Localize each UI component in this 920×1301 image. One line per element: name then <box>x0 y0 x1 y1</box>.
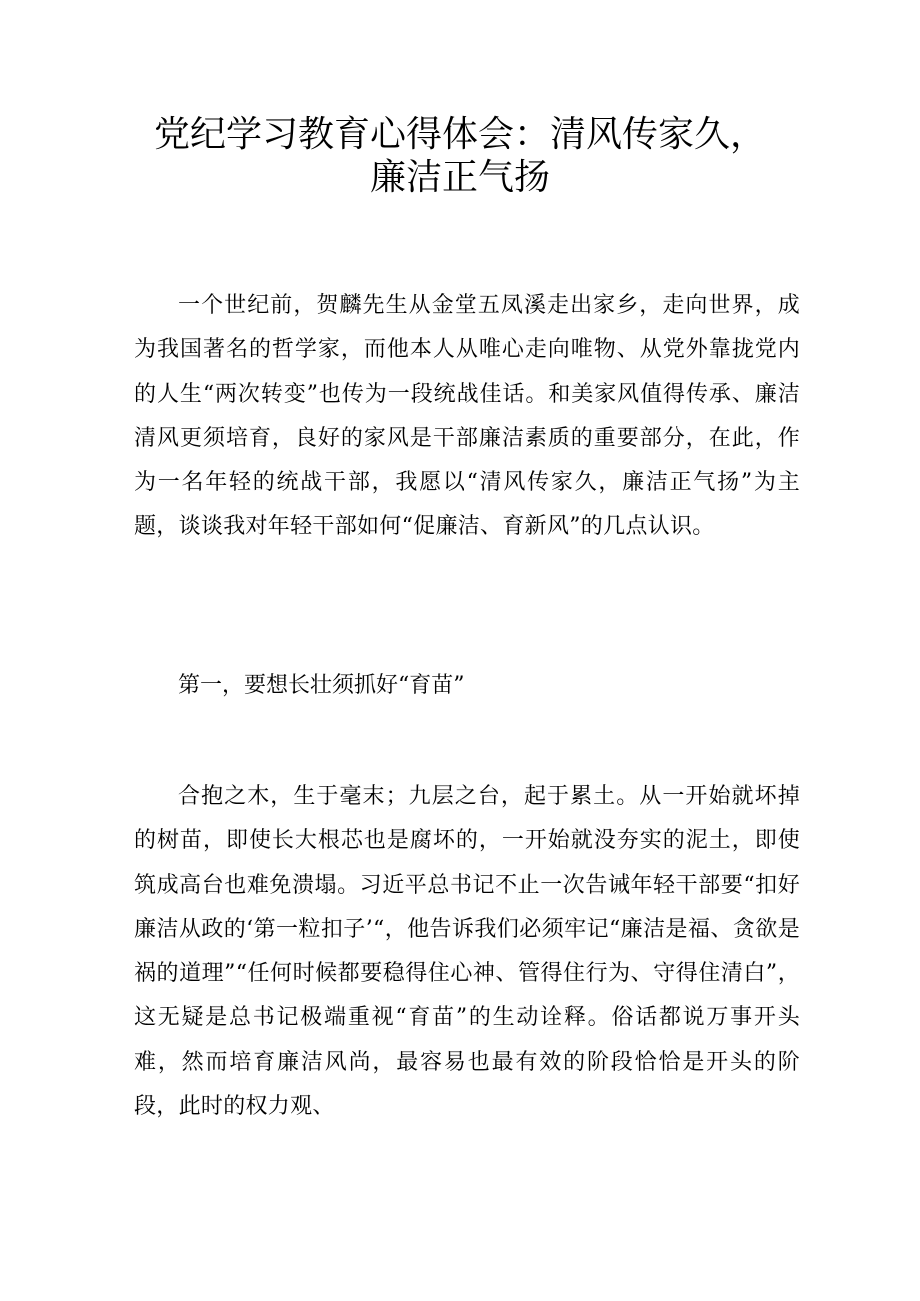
paragraph-section-1: 合抱之木，生于毫末；九层之台，起于累土。从一开始就坏掉的树苗，即使长大根芯也是腐坏的，一开始就没夯实的泥土，即使筑成高台也难免溃塌。习近平总书记不止一次告诫年轻干部要“扣好廉洁从政的‘第一粒扣子’“，他告诉我们必须牢记“廉洁是福、贪欲是祸的道理”“任何时候都要稳得住心神、管得住行为、守得住清白”，这无疑是总书记极端重视“育苗”的生动诠释。俗话都说万事开头难，然而培育廉洁风尚，最容易也最有效的阶段恰恰是开头的阶段，此时的权力观、 <box>134 784 800 1120</box>
paragraph-intro: 一个世纪前，贺麟先生从金堂五凤溪走出家乡，走向世界，成为我国著名的哲学家，而他本人从唯心走向唯物、从党外靠拢党内的人生“两次转变”也传为一段统战佳话。和美家风值得传承、廉洁清风更须培育，良好的家风是干部廉洁素质的重要部分，在此，作为一名年轻的统战干部，我愿以“清风传家久，廉洁正气扬”为主题，谈谈我对年轻干部如何“促廉洁、育新风”的几点认识。 <box>134 293 800 540</box>
section-heading-1: 第一，要想长壮须抓好“育苗” <box>178 673 465 698</box>
document-title-line-2: 廉洁正气扬 <box>369 157 550 198</box>
document-title-line-1: 党纪学习教育心得体会：清风传家久， <box>153 114 766 155</box>
